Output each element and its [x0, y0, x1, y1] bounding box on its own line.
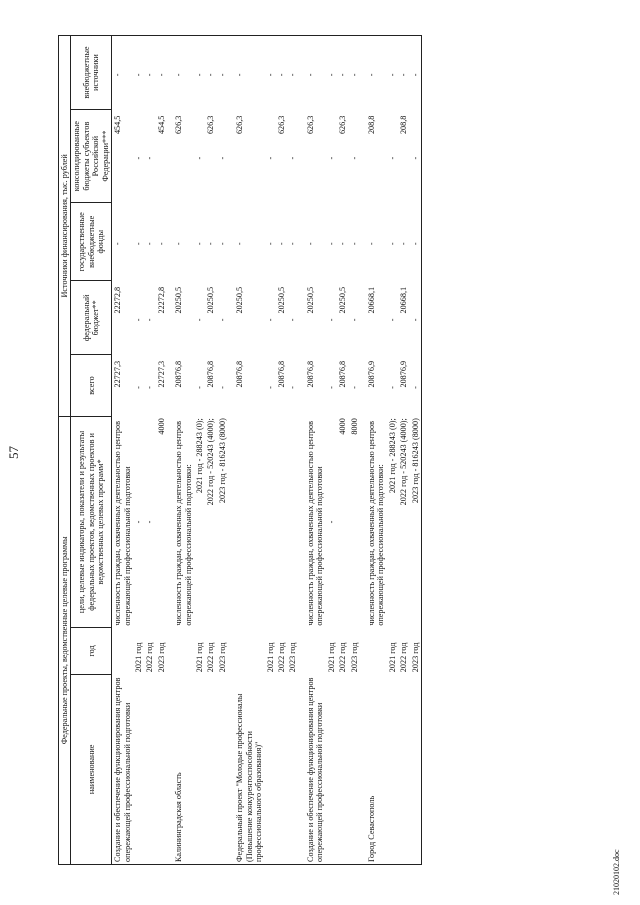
cell-extra: - — [349, 36, 360, 110]
cell-name — [287, 674, 298, 864]
col-regional: консолидированные бюджеты субъектов Российской Федерации*** — [71, 110, 112, 203]
table-row — [360, 36, 387, 865]
col-targets: цели, целевые индикаторы, показатели и результаты федеральных проектов, ведомственных проектов и ведомственных целевых программ* — [71, 416, 112, 627]
cell-extra: - — [205, 36, 216, 110]
cell-total: - — [410, 355, 422, 416]
cell-federal: 20250,5 — [174, 286, 184, 314]
cell-name — [144, 674, 155, 864]
table-row — [349, 36, 360, 865]
cell-year — [360, 628, 387, 675]
cell-regional: - — [288, 156, 298, 160]
cell-target: 2023 год - 816243 (8000) — [217, 418, 227, 504]
cell-federal: - — [265, 318, 275, 322]
cell-state: - — [305, 242, 315, 246]
cell-federal: - — [387, 318, 397, 322]
table-header — [59, 36, 112, 865]
table-row — [167, 36, 194, 865]
col-total: всего — [71, 355, 112, 416]
cell-regional: - — [195, 156, 205, 160]
cell-extra: - — [276, 36, 287, 110]
cell-year: 2023 год — [156, 642, 166, 673]
cell-year: 2023 год — [349, 642, 359, 673]
col-state-funds: государственные внебюджетные фонды — [71, 203, 112, 281]
cell-state: - — [195, 242, 205, 246]
table-row — [112, 36, 133, 865]
col-federal: федеральный бюджет** — [71, 281, 112, 355]
cell-year: 2022 год — [145, 642, 155, 673]
cell-extra: - — [167, 36, 194, 110]
cell-state: - — [265, 242, 275, 246]
cell-state: - — [217, 242, 227, 246]
cell-extra: - — [326, 36, 337, 110]
table-row — [205, 36, 216, 865]
table-row — [326, 36, 337, 865]
cell-regional: 454,5 — [156, 115, 166, 135]
cell-regional: 626,3 — [338, 115, 348, 135]
cell-year — [112, 628, 133, 675]
cell-target: 2023 год - 816243 (8000) — [410, 416, 422, 627]
group-title: Федеральные проекты, ведомственные целевые программы — [59, 416, 71, 864]
cell-federal: - — [349, 318, 359, 322]
cell-federal: - — [133, 318, 143, 322]
cell-target: - — [145, 520, 155, 524]
cell-state: - — [206, 242, 216, 246]
cell-total: - — [217, 386, 227, 389]
cell-extra: - — [265, 36, 276, 110]
cell-target: 2022 год - 520243 (4000); — [399, 418, 409, 506]
cell-state: - — [156, 242, 166, 246]
cell-extra: - — [144, 36, 155, 110]
table-row — [156, 36, 167, 865]
cell-state: - — [145, 242, 155, 246]
cell-total: - — [195, 386, 205, 389]
cell-state: - — [235, 242, 245, 246]
cell-total: 20876,9 — [399, 360, 409, 388]
cell-name — [387, 674, 398, 864]
cell-federal: - — [288, 318, 298, 322]
cell-state: - — [277, 242, 287, 246]
finance-table — [58, 35, 422, 865]
finance-title: Источники финансирования, тыс. рублей — [59, 36, 71, 417]
cell-total: - — [326, 386, 336, 389]
cell-state: - — [113, 242, 123, 246]
cell-year: 2021 год — [387, 642, 397, 673]
cell-target: 4000 — [338, 418, 348, 435]
cell-regional: - — [133, 156, 143, 160]
table-row — [194, 36, 205, 865]
cell-year: 2022 год — [338, 642, 348, 673]
cell-target — [276, 416, 287, 627]
cell-total: - — [265, 386, 275, 389]
cell-name — [156, 674, 167, 864]
cell-name — [205, 674, 216, 864]
cell-total: 22727,3 — [113, 360, 123, 388]
cell-total: - — [145, 386, 155, 389]
cell-name: Город Севастополь — [360, 674, 387, 864]
cell-state: - — [399, 242, 409, 246]
cell-name — [265, 674, 276, 864]
cell-federal: - — [195, 318, 205, 322]
cell-target: 2022 год - 520243 (4000); — [206, 418, 216, 506]
cell-total: 20876,8 — [305, 360, 315, 388]
cell-year — [167, 628, 194, 675]
cell-regional: 208,8 — [366, 115, 376, 135]
cell-name — [217, 674, 228, 864]
cell-state: - — [288, 242, 298, 246]
table-row — [337, 36, 348, 865]
cell-extra: - — [287, 36, 298, 110]
cell-total: 20876,8 — [338, 360, 348, 388]
table-row — [287, 36, 298, 865]
cell-regional: 208,8 — [399, 115, 409, 135]
cell-year: 2021 год — [195, 642, 205, 673]
cell-federal: 22272,8 — [156, 286, 166, 314]
cell-extra: - — [299, 36, 326, 110]
cell-state: - — [338, 242, 348, 246]
page-number: 57 — [6, 446, 21, 459]
cell-regional: - — [326, 156, 336, 160]
cell-total: - — [288, 386, 298, 389]
cell-federal: 20250,5 — [338, 286, 348, 314]
cell-name — [410, 674, 422, 864]
cell-target — [287, 416, 298, 627]
footer-filename: 21020102.doc — [612, 849, 621, 895]
cell-regional: 626,3 — [206, 115, 216, 135]
cell-regional: - — [410, 110, 422, 203]
cell-extra: - — [360, 36, 387, 110]
table-row — [217, 36, 228, 865]
cell-federal: - — [410, 281, 422, 355]
cell-year: 2021 год — [265, 642, 275, 673]
cell-name — [276, 674, 287, 864]
table-body — [112, 36, 422, 865]
cell-total: 20876,8 — [277, 360, 287, 388]
cell-target: численность граждан, охваченных деятельностью центров опережающей профессиональной подготовки: — [366, 421, 386, 626]
cell-state: - — [174, 242, 184, 246]
cell-total: 20876,8 — [174, 360, 184, 388]
cell-target: - — [133, 520, 143, 524]
cell-extra: - — [398, 36, 409, 110]
cell-extra: - — [410, 36, 422, 110]
cell-state: - — [133, 242, 143, 246]
cell-name: Создание и обеспечение функционирования центров опережающей профессиональной подготовки — [299, 674, 326, 864]
cell-extra: - — [156, 36, 167, 110]
cell-federal: 22272,8 — [113, 286, 123, 314]
table-row — [387, 36, 398, 865]
cell-federal: 20668,1 — [366, 286, 376, 314]
table-row — [265, 36, 276, 865]
cell-regional: - — [387, 156, 397, 160]
cell-regional: 626,3 — [235, 115, 245, 135]
cell-regional: - — [349, 156, 359, 160]
cell-year — [228, 628, 264, 675]
cell-federal: - — [326, 318, 336, 322]
cell-state: - — [326, 242, 336, 246]
table-row — [299, 36, 326, 865]
cell-name — [337, 674, 348, 864]
cell-total: 22727,3 — [156, 360, 166, 388]
cell-target — [228, 416, 264, 627]
cell-name: Создание и обеспечение функционирования центров опережающей профессиональной подготовки — [112, 674, 133, 864]
cell-year — [299, 628, 326, 675]
cell-federal: - — [145, 318, 155, 322]
cell-target: численность граждан, охваченных деятельностью центров опережающей профессиональной подготовки — [113, 421, 132, 626]
cell-name — [398, 674, 409, 864]
cell-state: - — [366, 242, 376, 246]
cell-year: 2022 год — [399, 642, 409, 673]
cell-total: 20876,8 — [206, 360, 216, 388]
table-row — [228, 36, 264, 865]
cell-regional: - — [265, 156, 275, 160]
cell-extra: - — [112, 36, 133, 110]
table-row — [276, 36, 287, 865]
table-row — [410, 36, 422, 865]
cell-year: 2023 год — [410, 628, 422, 675]
cell-regional: 454,5 — [113, 115, 123, 135]
cell-regional: 626,3 — [305, 115, 315, 135]
cell-extra: - — [387, 36, 398, 110]
cell-year: 2021 год — [133, 642, 143, 673]
cell-extra: - — [194, 36, 205, 110]
cell-year: 2022 год — [206, 642, 216, 673]
cell-target — [265, 416, 276, 627]
cell-year: 2021 год — [326, 642, 336, 673]
cell-year: 2022 год — [277, 642, 287, 673]
cell-extra: - — [133, 36, 144, 110]
cell-federal: - — [217, 318, 227, 322]
table-row — [144, 36, 155, 865]
cell-target: 2021 год - 288243 (0); — [387, 418, 397, 494]
cell-name: Федеральный проект "Молодые профессионалы (Повышение конкурентоспособности профессионального образования)" — [228, 674, 264, 864]
cell-target: 8000 — [349, 418, 359, 435]
cell-name — [133, 674, 144, 864]
cell-regional: 626,3 — [174, 115, 184, 135]
cell-federal: 20668,1 — [399, 286, 409, 314]
cell-state: - — [349, 242, 359, 246]
cell-target: численность граждан, охваченных деятельностью центров опережающей профессиональной подготовки: — [174, 421, 193, 626]
cell-state: - — [387, 242, 397, 246]
cell-federal: 20250,5 — [206, 286, 216, 314]
col-year: год — [71, 628, 112, 675]
cell-federal: 20250,5 — [235, 286, 245, 314]
col-name: наименование — [71, 674, 112, 864]
cell-name — [349, 674, 360, 864]
cell-total: - — [349, 386, 359, 389]
cell-name: Калининградская область — [167, 674, 194, 864]
cell-total: - — [387, 386, 397, 389]
table-row — [398, 36, 409, 865]
cell-target: - — [326, 520, 336, 524]
cell-year: 2023 год — [288, 642, 298, 673]
cell-regional: - — [145, 156, 155, 160]
cell-extra: - — [228, 36, 264, 110]
cell-target: 2021 год - 288243 (0); — [195, 418, 205, 494]
table-row — [133, 36, 144, 865]
cell-extra: - — [217, 36, 228, 110]
cell-year: 2023 год — [217, 642, 227, 673]
cell-target: 4000 — [156, 418, 166, 435]
cell-total: - — [133, 386, 143, 389]
cell-total: 20876,8 — [235, 360, 245, 388]
cell-regional: - — [217, 156, 227, 160]
cell-federal: 20250,5 — [277, 286, 287, 314]
cell-name — [194, 674, 205, 864]
cell-name — [326, 674, 337, 864]
cell-target: численность граждан, охваченных деятельностью центров опережающей профессиональной подготовки — [305, 421, 325, 626]
cell-extra: - — [337, 36, 348, 110]
cell-regional: 626,3 — [277, 115, 287, 135]
cell-federal: 20250,5 — [305, 286, 315, 314]
cell-total: 20876,9 — [366, 360, 376, 388]
cell-state: - — [410, 203, 422, 281]
col-extra: внебюджетные источники — [71, 36, 112, 110]
